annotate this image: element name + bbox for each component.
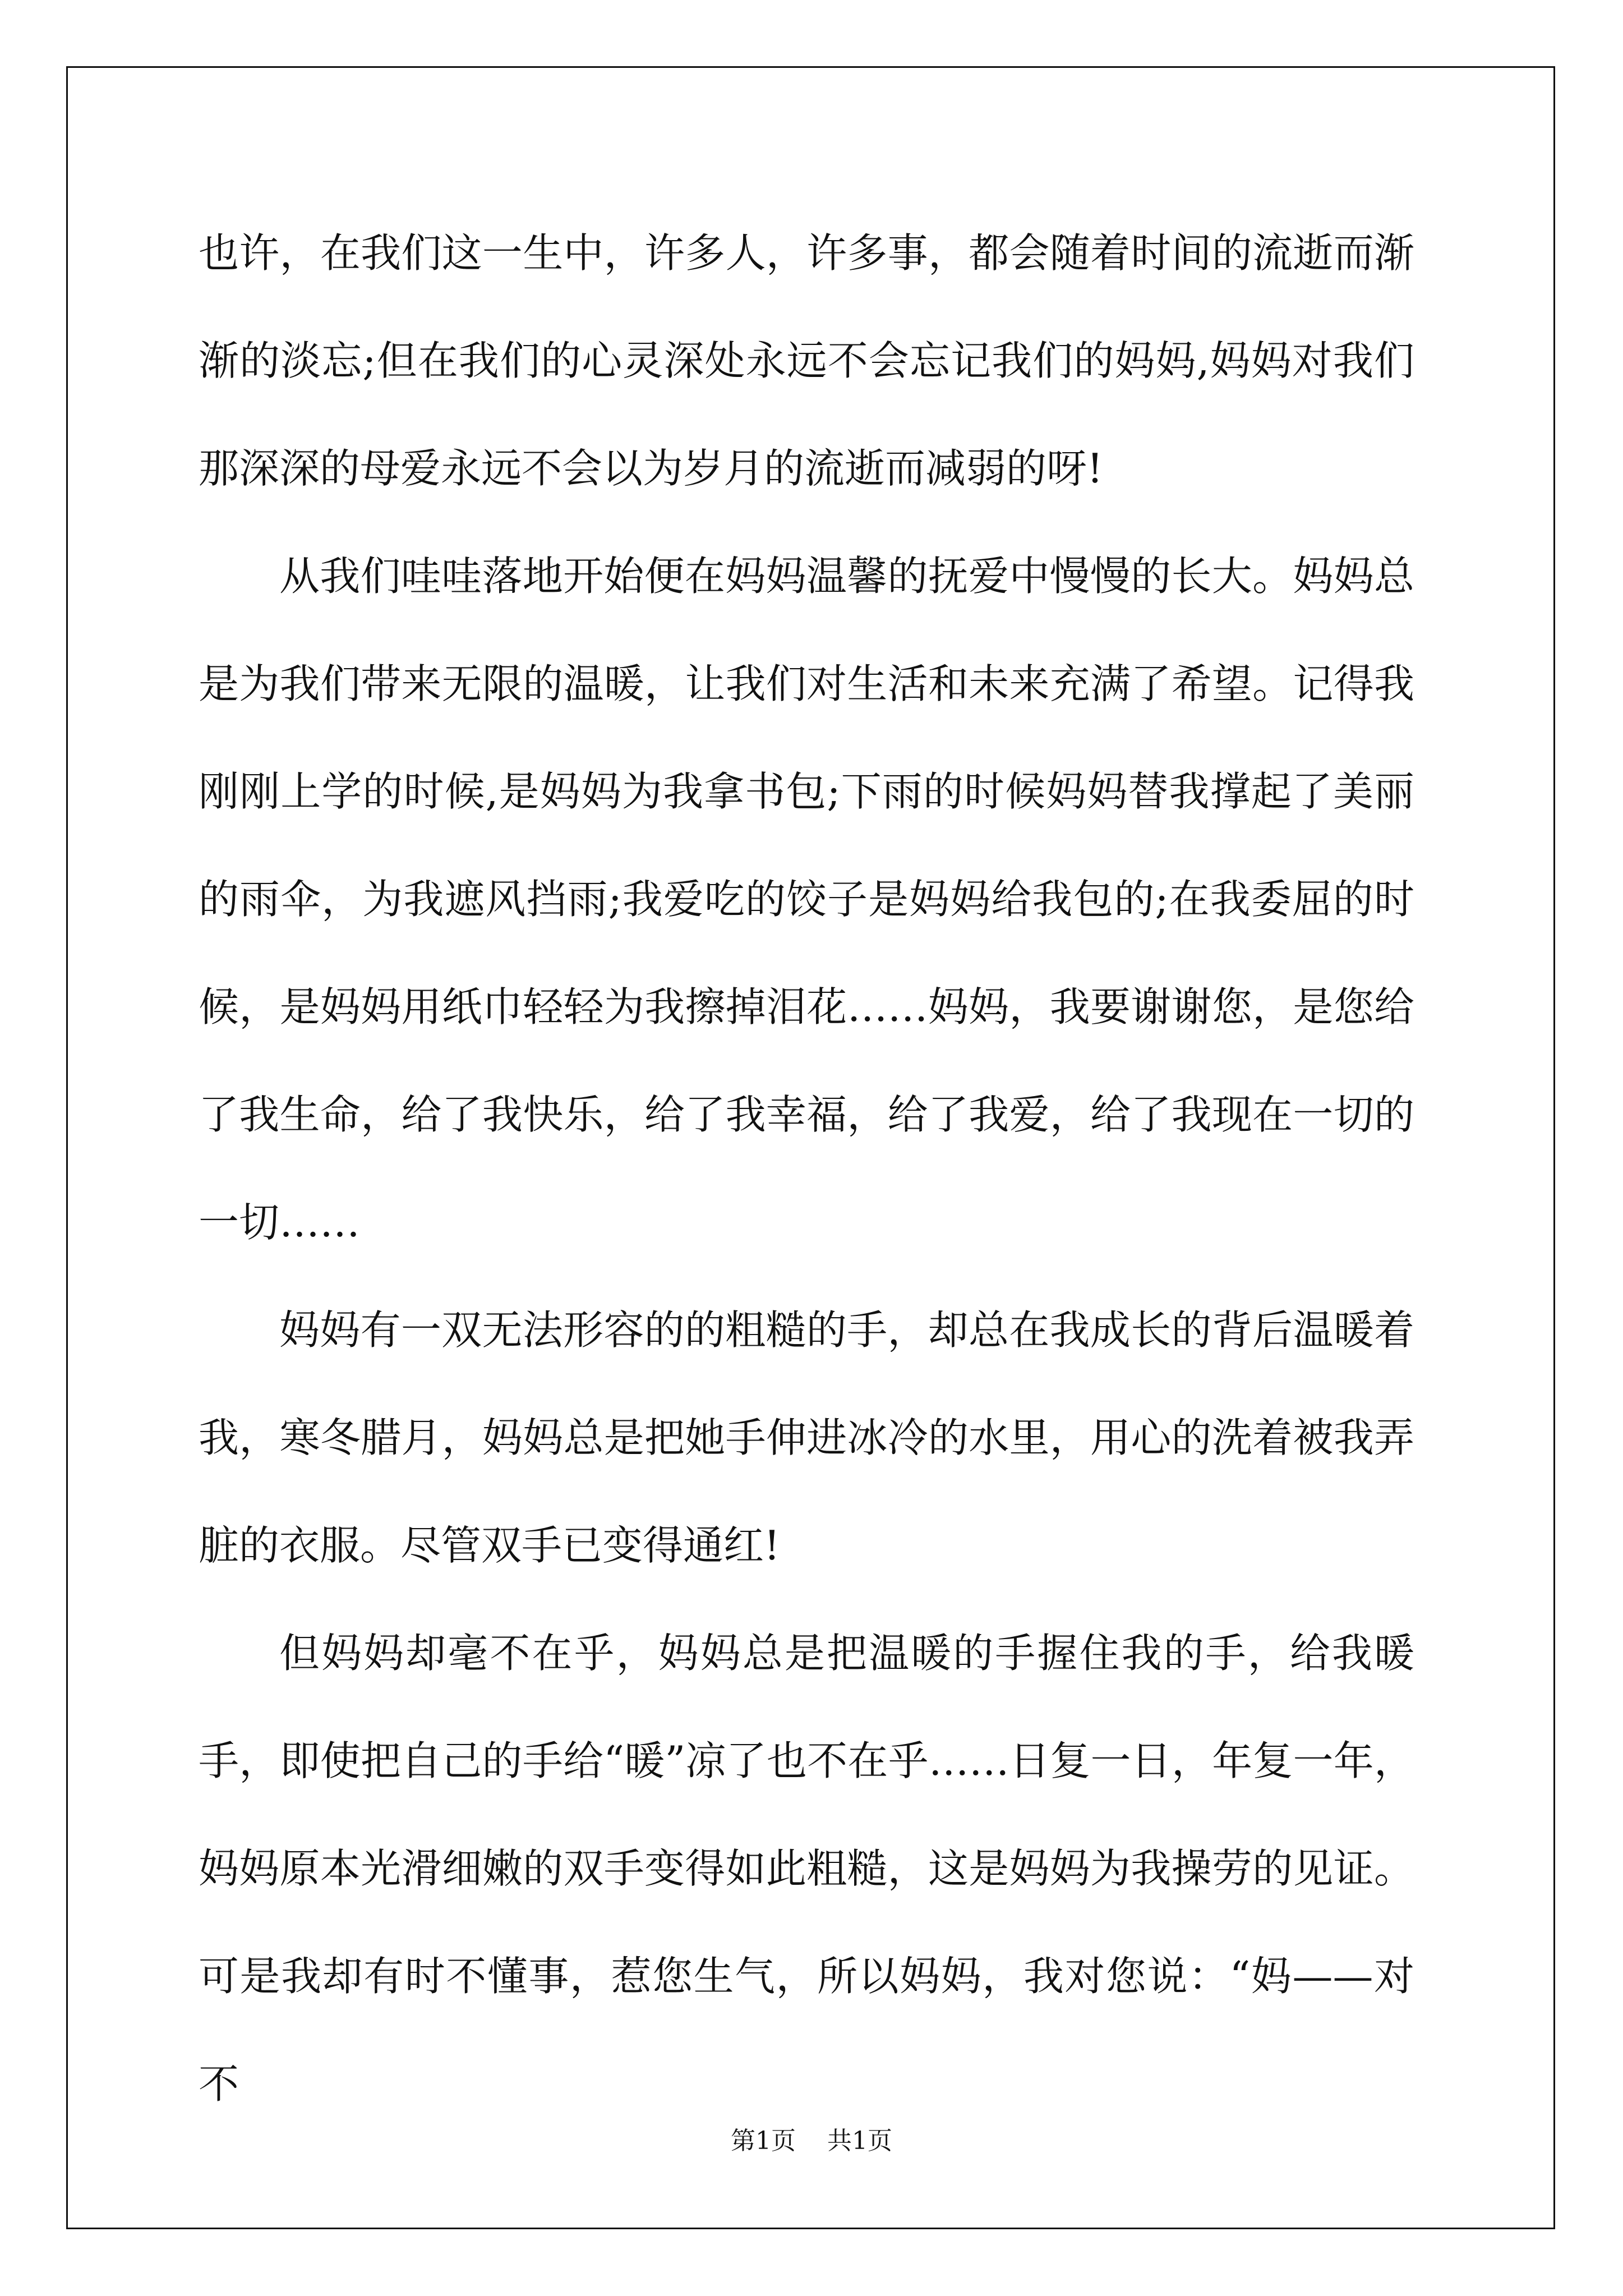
paragraph-1: 也许，在我们这一生中，许多人，许多事，都会随着时间的流逝而渐渐的淡忘;但在我们的心灵深处永远不会忘记我们的妈妈,妈妈对我们那深深的母爱永远不会以为岁月的流逝而减弱的呀! xyxy=(199,229,1414,492)
page-total: 共1页 xyxy=(827,2127,892,2155)
page-number: 第1页 xyxy=(731,2127,796,2155)
page-footer xyxy=(0,2124,1623,2158)
paragraph-3: 妈妈有一双无法形容的的粗糙的手，却总在我成长的背后温暖着我，寒冬腊月，妈妈总是把她手伸进冰冷的水里，用心的洗着被我弄脏的衣服。尽管双手已变得通红! xyxy=(199,1306,1414,1569)
document-body xyxy=(199,199,1414,2138)
paragraph-2: 从我们哇哇落地开始便在妈妈温馨的抚爱中慢慢的长大。妈妈总是为我们带来无限的温暖，让我们对生活和未来充满了希望。记得我刚刚上学的时候,是妈妈为我拿书包;下雨的时候妈妈替我撑起了美丽的雨伞，为我遮风挡雨;我爱吃的饺子是妈妈给我包的;在我委屈的时候，是妈妈用纸巾轻轻为我擦掉泪花……妈妈，我要谢谢您，是您给了我生命，给了我快乐，给了我幸福，给了我爱，给了我现在一切的一切…… xyxy=(199,553,1414,1246)
paragraph-4: 但妈妈却毫不在乎，妈妈总是把温暖的手握住我的手，给我暖手，即使把自己的手给“暖”凉了也不在乎……日复一日，年复一年，妈妈原本光滑细嫩的双手变得如此粗糙，这是妈妈为我操劳的见证。可是我却有时不懂事，惹您生气，所以妈妈，我对您说：“妈——对不 xyxy=(199,1630,1414,2108)
